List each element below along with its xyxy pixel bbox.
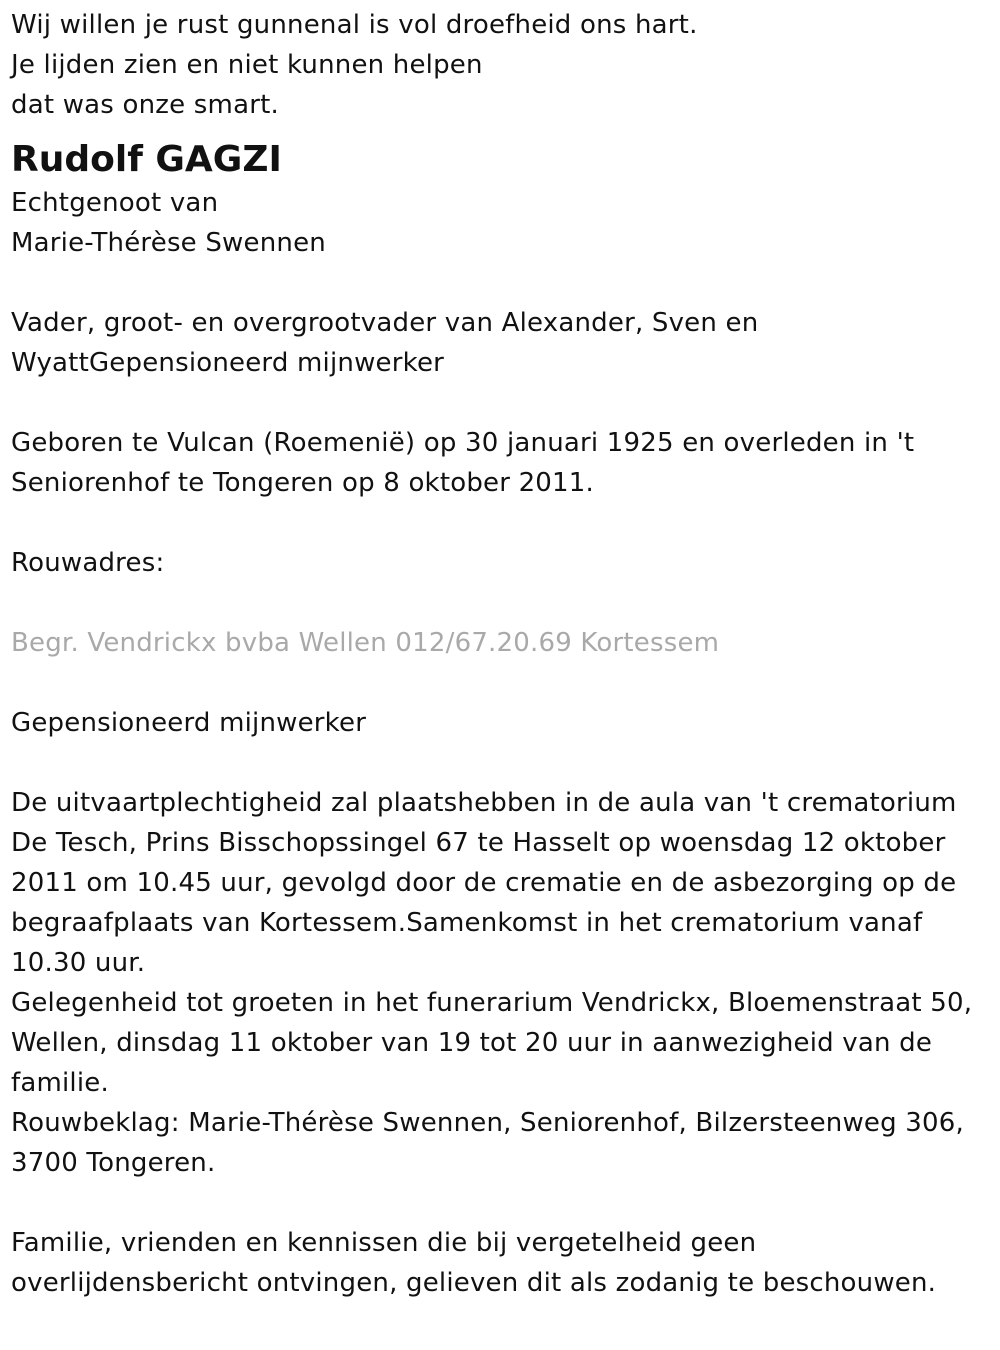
rouwadres-label: Rouwadres: — [11, 548, 165, 578]
closing-line: Familie, vrienden en kennissen die bij vergetelheid geen — [11, 1228, 757, 1258]
family-line: WyattGepensioneerd mijnwerker — [11, 348, 445, 378]
spouse-line: Echtgenoot van — [11, 188, 219, 218]
birth-death-line: Geboren te Vulcan (Roemenië) op 30 januari 1925 en overleden in 't — [11, 428, 915, 458]
ceremony-line: 3700 Tongeren. — [11, 1148, 216, 1178]
poem-line: dat was onze smart. — [11, 90, 279, 120]
birth-death-line: Seniorenhof te Tongeren op 8 oktober 2011. — [11, 468, 595, 498]
poem-line: Wij willen je rust gunnenal is vol droefheid ons hart. — [11, 10, 698, 40]
birth-death-paragraph — [11, 423, 991, 503]
spacer — [11, 263, 991, 303]
poem — [11, 5, 991, 125]
ceremony-line: Wellen, dinsdag 11 oktober van 19 tot 20 uur in aanwezigheid van de — [11, 1028, 933, 1058]
family-line: Vader, groot- en overgrootvader van Alexander, Sven en — [11, 308, 759, 338]
obituary-document — [11, 5, 991, 1303]
spacer — [11, 503, 991, 543]
ceremony-line: Rouwbeklag: Marie-Thérèse Swennen, Seniorenhof, Bilzersteenweg 306, — [11, 1108, 964, 1138]
deceased-name: Rudolf GAGZI — [11, 139, 282, 180]
spacer — [11, 743, 991, 783]
closing-paragraph — [11, 1223, 991, 1303]
family-paragraph — [11, 303, 991, 383]
ceremony-line: De uitvaartplechtigheid zal plaatshebben in de aula van 't crematorium — [11, 788, 957, 818]
ceremony-paragraph — [11, 783, 991, 1183]
occupation: Gepensioneerd mijnwerker — [11, 708, 367, 738]
ceremony-line: 10.30 uur. — [11, 948, 146, 978]
spacer — [11, 583, 991, 623]
ceremony-line: begraafplaats van Kortessem.Samenkomst in het crematorium vanaf — [11, 908, 923, 938]
ceremony-line: familie. — [11, 1068, 109, 1098]
spacer — [11, 663, 991, 703]
ceremony-line: 2011 om 10.45 uur, gevolgd door de crematie en de asbezorging op de — [11, 868, 957, 898]
poem-line: Je lijden zien en niet kunnen helpen — [11, 50, 483, 80]
spacer — [11, 383, 991, 423]
closing-line: overlijdensbericht ontvingen, gelieven dit als zodanig te beschouwen. — [11, 1268, 937, 1298]
spacer — [11, 1183, 991, 1223]
funeral-director: Begr. Vendrickx bvba Wellen 012/67.20.69 Kortessem — [11, 628, 720, 658]
spouse-name: Marie-Thérèse Swennen — [11, 228, 326, 258]
ceremony-line: Gelegenheid tot groeten in het funerarium Vendrickx, Bloemenstraat 50, — [11, 988, 973, 1018]
ceremony-line: De Tesch, Prins Bisschopssingel 67 te Hasselt op woensdag 12 oktober — [11, 828, 946, 858]
